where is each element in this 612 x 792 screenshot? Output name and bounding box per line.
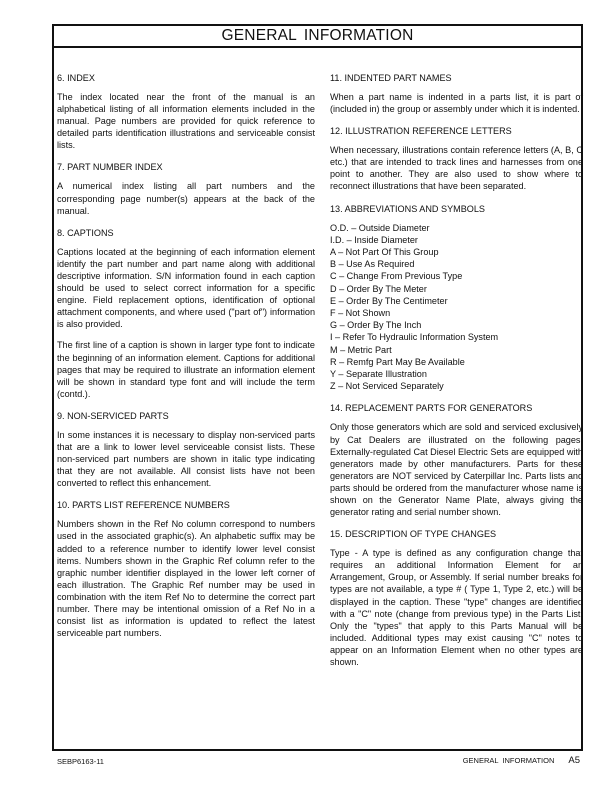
section-heading: 14. REPLACEMENT PARTS FOR GENERATORS: [330, 403, 533, 414]
section-heading: 9. NON-SERVICED PARTS: [57, 410, 169, 421]
abbreviation-item: D – Order By The Meter: [330, 283, 427, 294]
section-paragraph: Type - A type is defined as any configuration change that requires an additional Information Element for an Arrangement, Group, or Assembly. If serial number breaks for types are not available, a type # ( Type 1, Type 2, etc.) will be displayed in the caption. These "type" changes are identified with a "C" note (change from previous type) in the Parts List. Only the "types" that apply to this Parts Manual will be included. Additional types may exist causing "C" notes to appear on an Information Element when no other types are shown.: [330, 548, 583, 667]
section-paragraph: Captions located at the beginning of each information element identify the part number and part name along with additional descriptive information. S/N information found in each caption should be used to select correct information for a specific engine. Field replacement options, identification of optional attachment components, and where used ("part of") information is also provided.: [57, 246, 315, 330]
section-non-serviced-parts: [57, 410, 315, 489]
section-heading: 6. INDEX: [57, 73, 95, 83]
abbreviation-item: Y – Separate Illustration: [330, 369, 427, 379]
page-number: A5: [568, 755, 580, 766]
section-heading: 15. DESCRIPTION OF TYPE CHANGES: [330, 529, 497, 540]
section-heading: 8. CAPTIONS: [57, 227, 114, 238]
page-footer: [463, 755, 580, 766]
section-replacement-parts-for-generators: [330, 402, 583, 518]
page-frame: [52, 24, 583, 751]
abbreviation-item: M – Metric Part: [330, 344, 392, 355]
section-paragraph: In some instances it is necessary to display non-serviced parts that are a link to lower level serviceable consist lists. These non-serviced part numbers are shown in italic type indicating that they are not available. All consist lists have not been converted to reflect this enhancement.: [57, 429, 315, 489]
left-column: [57, 72, 315, 649]
abbreviation-item: R – Remfg Part May Be Available: [330, 356, 465, 367]
right-column: [330, 72, 583, 678]
abbreviation-item: B – Use As Required: [330, 259, 415, 270]
abbreviation-item: I.D. – Inside Diameter: [330, 234, 418, 245]
abbreviation-item: I – Refer To Hydraulic Information System: [330, 332, 499, 343]
abbreviation-item: A – Not Part Of This Group: [330, 246, 439, 257]
abbreviation-item: Z – Not Serviced Separately: [330, 381, 444, 392]
section-heading: 12. ILLUSTRATION REFERENCE LETTERS: [330, 126, 512, 137]
document-number: SEBP6163-11: [57, 757, 104, 766]
abbreviation-list: [330, 222, 583, 393]
section-heading: 11. INDENTED PART NAMES: [330, 73, 452, 83]
section-part-number-index: [57, 161, 315, 216]
section-heading: 13. ABBREVIATIONS AND SYMBOLS: [330, 203, 485, 214]
section-paragraph: The index located near the front of the manual is an alphabetical listing of all information elements included in the manual. Page numbers are provided for quick reference to detailed parts identification illustrations and serviceable consist lists.: [57, 92, 315, 151]
section-parts-list-reference-numbers: [57, 499, 315, 639]
abbreviation-item: F – Not Shown: [330, 307, 391, 318]
section-heading: 10. PARTS LIST REFERENCE NUMBERS: [57, 500, 230, 511]
abbreviation-item: E – Order By The Centimeter: [330, 295, 448, 306]
abbreviation-item: O.D. – Outside Diameter: [330, 222, 430, 233]
section-paragraph: A numerical index listing all part numbers and the corresponding page number(s) appears at the back of the manual.: [57, 181, 315, 216]
section-illustration-reference-letters: [330, 125, 583, 192]
footer-section-name: GENERAL INFORMATION: [462, 756, 555, 765]
abbreviation-item: C – Change From Previous Type: [330, 271, 463, 282]
section-description-of-type-changes: [330, 528, 583, 668]
section-paragraph: When necessary, illustrations contain reference letters (A, B, C etc.) that are intended to track lines and harnesses from one point to another. They are also used to show where to reconnect illustrations that have been separated.: [330, 145, 583, 192]
section-paragraph: When a part name is indented in a parts list, it is part of (included in) the group or assembly under which it is indented.: [330, 92, 583, 115]
section-heading: 7. PART NUMBER INDEX: [57, 162, 163, 173]
section-paragraph: The first line of a caption is shown in larger type font to indicate the beginning of an information element. Captions for additional pages that may be required to illustrate an information element will be shown in standard type font and will include the term (contd.).: [57, 340, 315, 399]
section-paragraph: Numbers shown in the Ref No column correspond to numbers used in the associated graphic(s). An alphabetic suffix may be added to a reference number to identify lower level consist items. Numbers shown in the Graphic Ref column refer to the graphic number identifier displayed in the lower left corner of each illustration. The Graphic Ref number may be used in combination with the item Ref No to determine the correct part number. There may be intentional omission of a Ref No in a consist list as information is updated to reflect the latest serviceable part numbers.: [57, 519, 315, 639]
section-captions: [57, 227, 315, 400]
page-title: GENERAL INFORMATION: [54, 26, 581, 48]
section-abbreviations-and-symbols: [330, 203, 583, 393]
abbreviation-item: G – Order By The Inch: [330, 320, 422, 331]
section-paragraph: Only those generators which are sold and serviced exclusively by Cat Dealers are illustrated on the following pages. Externally-regulated Cat Diesel Electric Sets are equipped with generators made by other manufacturers. Parts for these generators are NOT serviced by Caterpillar Inc. Parts lists and parts should be ordered from the manufacturer whose name is shown on the Generator Name Plate, always giving the generator rating and serial number shown.: [330, 422, 583, 518]
section-indented-part-names: [330, 72, 583, 115]
section-index: [57, 72, 315, 151]
